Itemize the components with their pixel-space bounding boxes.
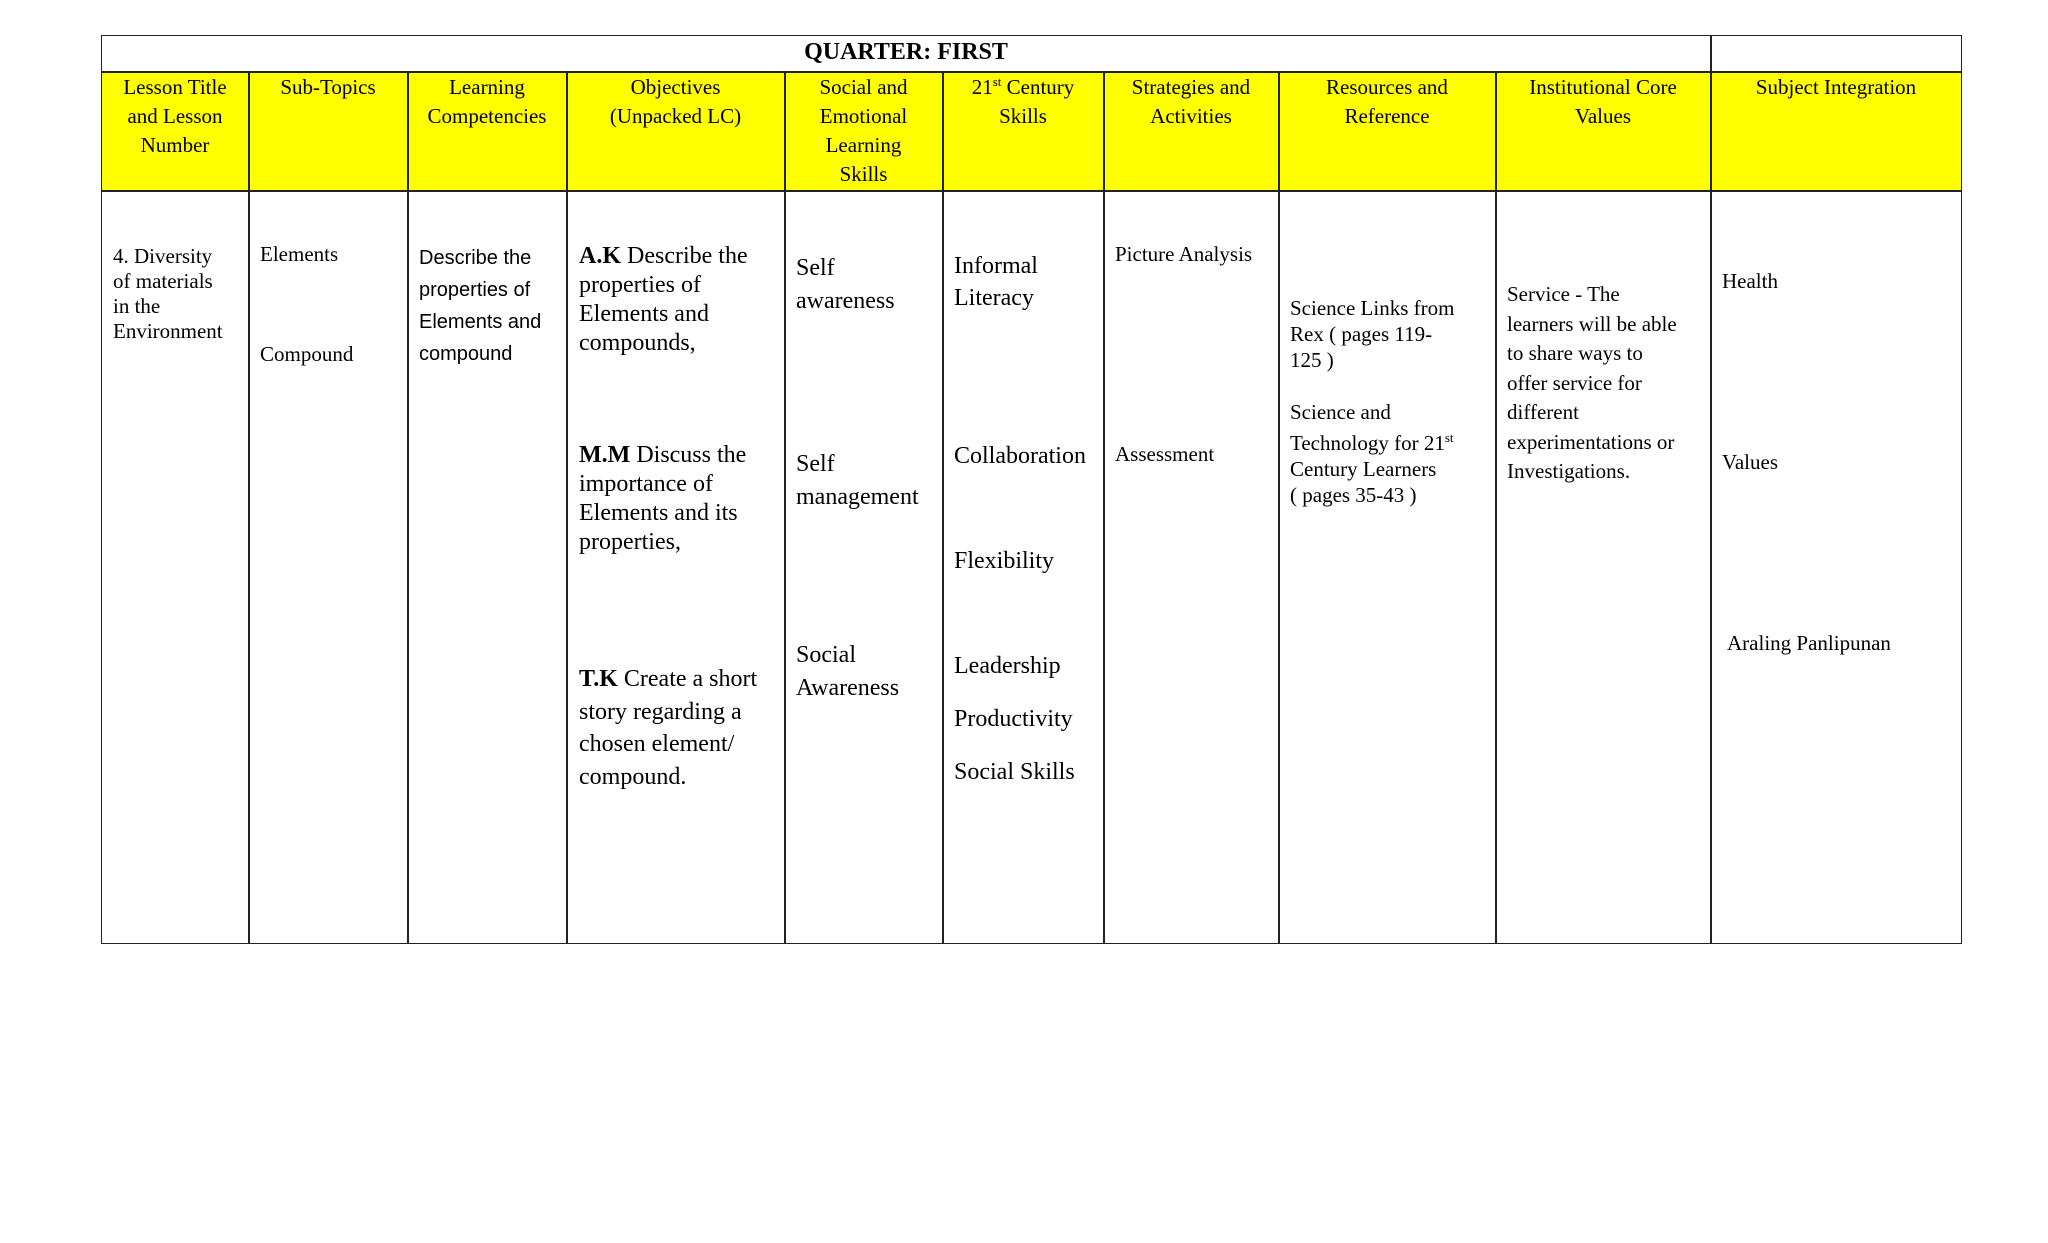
col-divider-6	[1103, 71, 1105, 943]
strategy-assessment: Assessment	[1115, 442, 1215, 466]
skill-informal-literacy: Informal Literacy	[954, 253, 1038, 311]
skill-collaboration: Collaboration	[954, 443, 1086, 469]
header-21st-century-skills: 21st Century Skills	[971, 74, 1075, 128]
header-sel-skills: Social and Emotional Learning Skills	[819, 75, 908, 186]
skill-social-skills: Social Skills	[954, 759, 1075, 785]
integration-araling-panlipunan: Araling Panlipunan	[1727, 631, 1891, 655]
col-divider-3	[566, 71, 568, 943]
col-divider-8	[1495, 71, 1497, 943]
col-divider-1	[248, 71, 250, 943]
col-divider-4	[784, 71, 786, 943]
col-divider-2	[407, 71, 409, 943]
header-lesson-title: Lesson Title and Lesson Number	[123, 75, 227, 157]
quarter-title: QUARTER: FIRST	[804, 39, 1008, 65]
resource-science-technology: Science and Technology for 21st Century Learners ( pages 35-43 )	[1290, 400, 1454, 507]
header-objectives: Objectives (Unpacked LC)	[609, 75, 742, 128]
sel-social-awareness: Social Awareness	[796, 642, 900, 701]
lesson-plan-table	[101, 35, 1962, 944]
resource-science-links: Science Links from Rex ( pages 119- 125 )	[1290, 296, 1455, 372]
objective-tk: T.K Create a short story regarding a chosen element/ compound.	[579, 666, 758, 790]
objective-ak: A.K Describe the properties of Elements and compounds,	[579, 243, 748, 356]
col-divider-7	[1278, 71, 1280, 943]
header-strategies: Strategies and Activities	[1131, 75, 1251, 128]
skill-flexibility: Flexibility	[954, 548, 1055, 574]
strategy-picture-analysis: Picture Analysis	[1115, 242, 1253, 266]
objective-mm: M.M Discuss the importance of Elements and its properties,	[579, 442, 747, 555]
integration-values: Values	[1722, 450, 1778, 474]
header-subject-integration: Subject Integration	[1755, 75, 1917, 99]
core-values-text: Service - The learners will be able to share ways to offer service for different experimentations or Investigations.	[1507, 282, 1677, 483]
col-divider-5	[942, 71, 944, 943]
skill-leadership: Leadership	[954, 653, 1061, 679]
integration-health: Health	[1722, 269, 1778, 293]
sel-self-awareness: Self awareness	[796, 255, 895, 314]
sel-self-management: Self management	[796, 451, 919, 510]
header-resources: Resources and Reference	[1326, 75, 1448, 128]
header-sub-topics: Sub-Topics	[280, 75, 376, 99]
competency-text: Describe the properties of Elements and compound	[419, 247, 542, 365]
header-learning-competencies: Learning Competencies	[427, 75, 547, 128]
header-core-values: Institutional Core Values	[1529, 75, 1677, 128]
subtopic-elements: Elements	[260, 242, 339, 266]
lesson-title: 4. Diversity of materials in the Environment	[113, 244, 223, 343]
skill-productivity: Productivity	[954, 706, 1073, 732]
subtopic-compound: Compound	[260, 342, 354, 366]
